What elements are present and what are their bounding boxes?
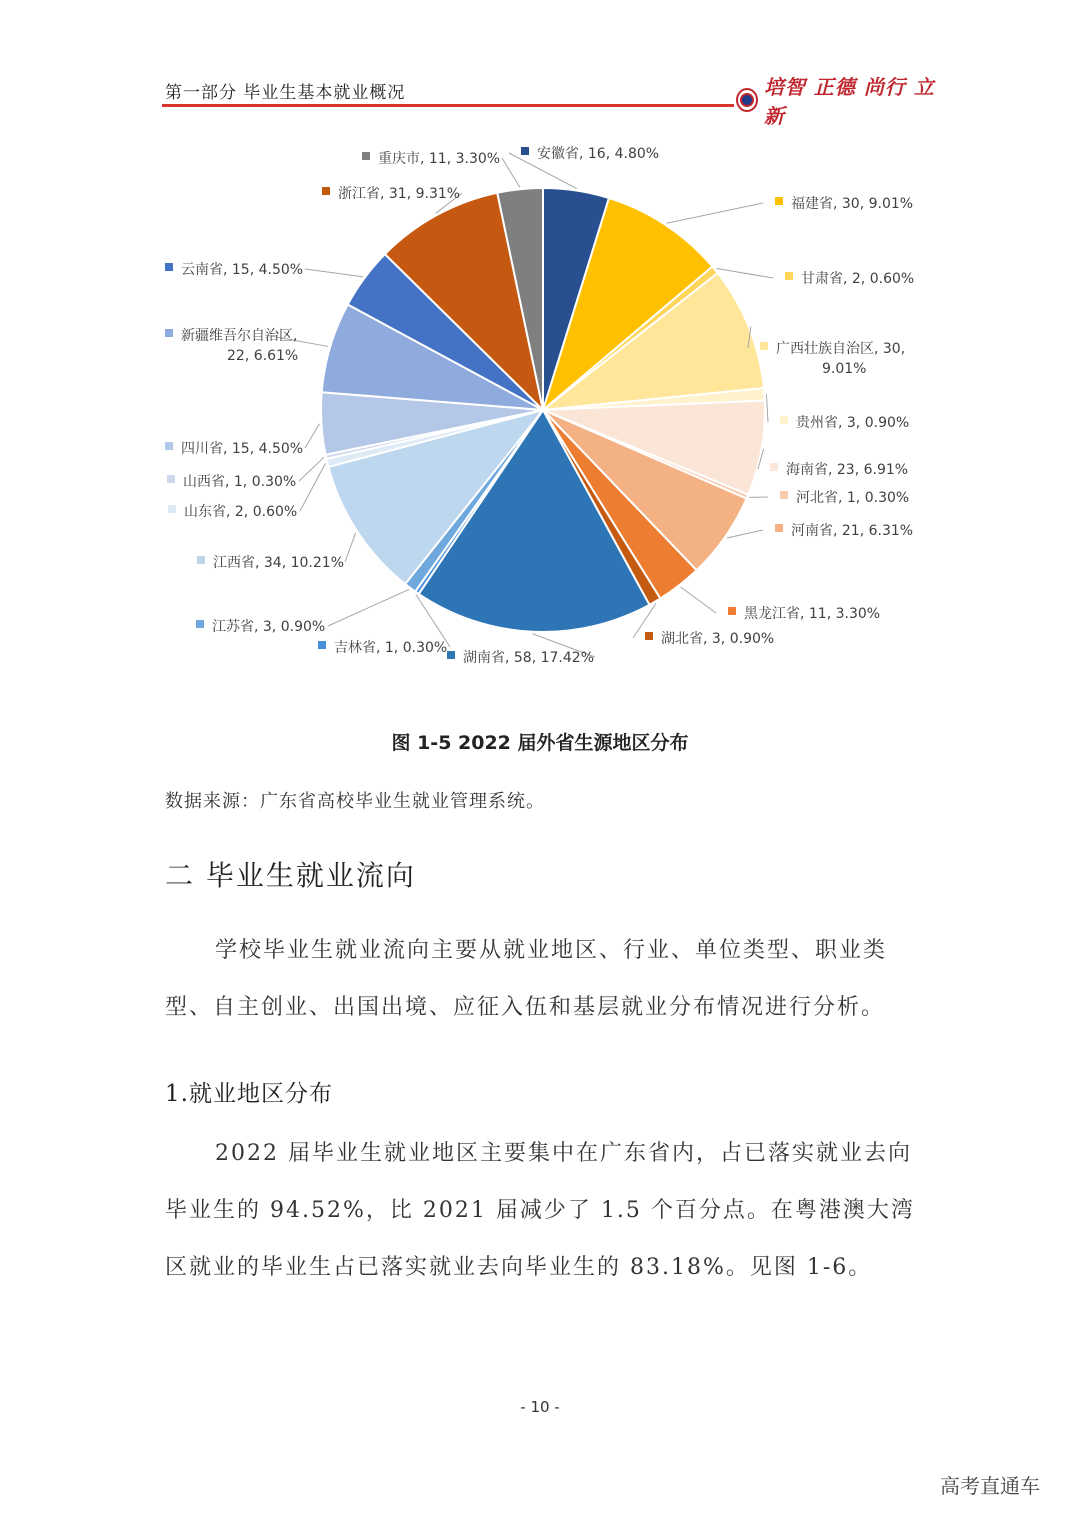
label-marker-9	[645, 632, 653, 640]
data-source-note: 数据来源：广东省高校毕业生就业管理系统。	[165, 791, 545, 812]
leader-line-12	[328, 589, 409, 626]
leader-line-16	[305, 424, 319, 448]
data-label-7: 河南省, 21, 6.31%	[791, 523, 914, 539]
leader-line-13	[345, 533, 356, 562]
leader-line-14	[300, 463, 325, 511]
label-marker-8	[728, 607, 736, 615]
data-label-10: 湖南省, 58, 17.42%	[463, 650, 594, 666]
data-label-20: 重庆市, 11, 3.30%	[378, 151, 501, 167]
school-logo	[736, 75, 936, 128]
section-paragraph: 学校毕业生就业流向主要从就业地区、行业、单位类型、职业类型、自主创业、出国出境、应征入伍和基层就业分布情况进行分析。	[165, 938, 888, 1020]
label-marker-7	[775, 524, 783, 532]
leader-line-18	[305, 269, 363, 277]
data-label-11: 吉林省, 1, 0.30%	[334, 640, 448, 656]
label-marker-4	[780, 416, 788, 424]
school-motto: 培智 正德 尚行 立新	[763, 75, 935, 128]
data-label-3-line2: 9.01%	[822, 361, 867, 377]
label-marker-19	[322, 187, 330, 195]
leader-line-20	[502, 158, 520, 187]
leader-line-1	[667, 203, 763, 223]
data-label-16: 四川省, 15, 4.50%	[181, 441, 304, 457]
label-marker-2	[785, 272, 793, 280]
label-marker-10	[447, 651, 455, 659]
data-label-14: 山东省, 2, 0.60%	[184, 504, 298, 520]
pie-chart	[0, 130, 1080, 700]
data-label-5: 海南省, 23, 6.91%	[786, 462, 909, 478]
label-marker-0	[521, 147, 529, 155]
data-label-18: 云南省, 15, 4.50%	[181, 262, 304, 278]
data-label-9: 湖北省, 3, 0.90%	[661, 631, 775, 647]
data-label-6: 河北省, 1, 0.30%	[796, 490, 910, 506]
data-label-1: 福建省, 30, 9.01%	[791, 196, 914, 212]
data-label-13: 江西省, 34, 10.21%	[213, 555, 344, 571]
label-marker-18	[165, 263, 173, 271]
page-number: - 10 -	[520, 1398, 560, 1416]
data-label-8: 黑龙江省, 11, 3.30%	[744, 606, 881, 622]
data-label-4: 贵州省, 3, 0.90%	[796, 415, 910, 431]
data-label-0: 安徽省, 16, 4.80%	[537, 146, 660, 162]
data-label-15: 山西省, 1, 0.30%	[183, 474, 297, 490]
data-label-17-line2: 22, 6.61%	[227, 348, 299, 364]
label-marker-6	[780, 491, 788, 499]
label-marker-13	[197, 556, 205, 564]
school-seal-icon	[736, 88, 758, 112]
label-marker-1	[775, 197, 783, 205]
watermark: 高考直通车	[940, 1474, 1040, 1498]
header-title: 第一部分 毕业生基本就业概况	[165, 83, 406, 103]
label-marker-12	[196, 620, 204, 628]
data-label-19: 浙江省, 31, 9.31%	[338, 186, 461, 202]
leader-line-2	[717, 268, 773, 278]
label-marker-15	[167, 475, 175, 483]
subsection-title: 1.就业地区分布	[165, 1081, 333, 1107]
data-label-3-line1: 广西壮族自治区, 30,	[776, 341, 906, 357]
section-title: 二 毕业生就业流向	[165, 859, 416, 892]
label-marker-17	[165, 329, 173, 337]
data-label-17-line1: 新疆维吾尔自治区,	[181, 328, 298, 344]
label-marker-14	[168, 505, 176, 513]
label-marker-16	[165, 442, 173, 450]
leader-line-15	[299, 457, 324, 481]
data-label-12: 江苏省, 3, 0.90%	[212, 619, 326, 635]
leader-line-4	[766, 394, 768, 422]
label-marker-5	[770, 463, 778, 471]
leader-line-8	[680, 587, 716, 613]
header-rule	[162, 104, 734, 107]
subsection-paragraph: 2022 届毕业生就业地区主要集中在广东省内，占已落实就业去向毕业生的 94.52%，比 2021 届减少了 1.5 个百分点。在粤港澳大湾区就业的毕业生占已落实就业去向毕业生的 83.18%。见图 1-6。	[165, 1141, 915, 1280]
label-marker-20	[362, 152, 370, 160]
label-marker-3	[760, 342, 768, 350]
data-label-2: 甘肃省, 2, 0.60%	[801, 271, 915, 287]
leader-line-7	[727, 530, 763, 538]
label-marker-11	[318, 641, 326, 649]
chart-caption: 图 1-5 2022 届外省生源地区分布	[391, 732, 689, 754]
